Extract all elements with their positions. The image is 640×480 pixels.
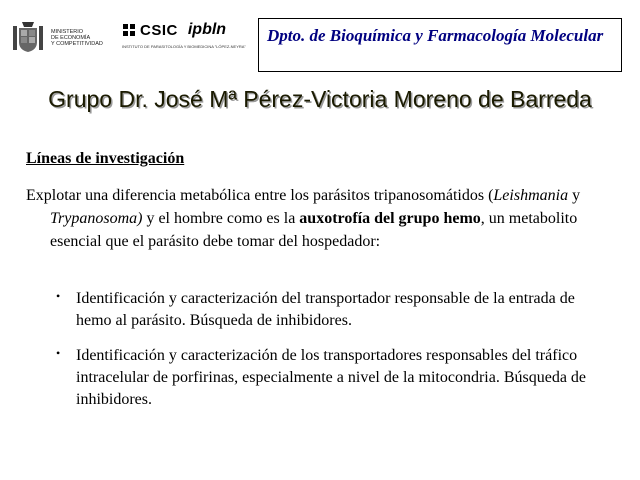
- intro-text-1: Explotar una diferencia metabólica entre los parásitos tripanosomátidos (: [26, 187, 494, 204]
- list-item: [56, 345, 606, 411]
- department-name: Dpto. de Bioquímica y Farmacología Molecular: [267, 26, 604, 45]
- ministry-logo: [10, 20, 120, 60]
- intro-bold-auxotrofia: auxotrofía del grupo hemo: [299, 210, 481, 227]
- intro-paragraph: [26, 184, 606, 253]
- list-item: [56, 288, 606, 332]
- intro-text-2: y: [568, 187, 581, 204]
- csic-ipbln-logo: [122, 20, 262, 60]
- ministry-name: MINISTERIO DE ECONOMÍA Y COMPETITIVIDAD: [51, 29, 103, 47]
- intro-text-4: , un metabolito esencial que el parásito debe tomar del hospedador:: [50, 210, 578, 250]
- ipbln-label: ipbln: [187, 21, 227, 38]
- spain-coat-of-arms-icon: [10, 20, 46, 56]
- research-lines-list: [56, 288, 606, 424]
- institute-name: INSTITUTO DE PARASITOLOGÍA Y BIOMEDICINA "LÓPEZ-NEYRA": [122, 44, 246, 49]
- logo-strip: [10, 20, 260, 60]
- intro-italic-trypanosoma: Trypanosoma): [50, 210, 143, 227]
- bullet-icon: •: [56, 346, 61, 360]
- list-item-text: Identificación y caracterización del transportador responsable de la entrada de hemo al parásito. Búsqueda de inhibidores.: [76, 290, 575, 329]
- list-item-text: Identificación y caracterización de los transportadores responsables del tráfico intracelular de porfirinas, especialmente a nivel de la mitocondria. Búsqueda de inhibidores.: [76, 347, 587, 408]
- csic-label: CSIC: [140, 21, 178, 39]
- section-heading: Líneas de investigación: [26, 150, 185, 167]
- intro-text-3: y el hombre como es la: [142, 210, 300, 227]
- group-title: Grupo Dr. José Mª Pérez-Victoria Moreno de Barreda: [48, 86, 592, 112]
- csic-emblem-icon: [122, 23, 136, 37]
- intro-italic-leishmania: Leishmania: [493, 187, 569, 204]
- bullet-icon: •: [56, 289, 61, 303]
- department-box: [258, 18, 622, 72]
